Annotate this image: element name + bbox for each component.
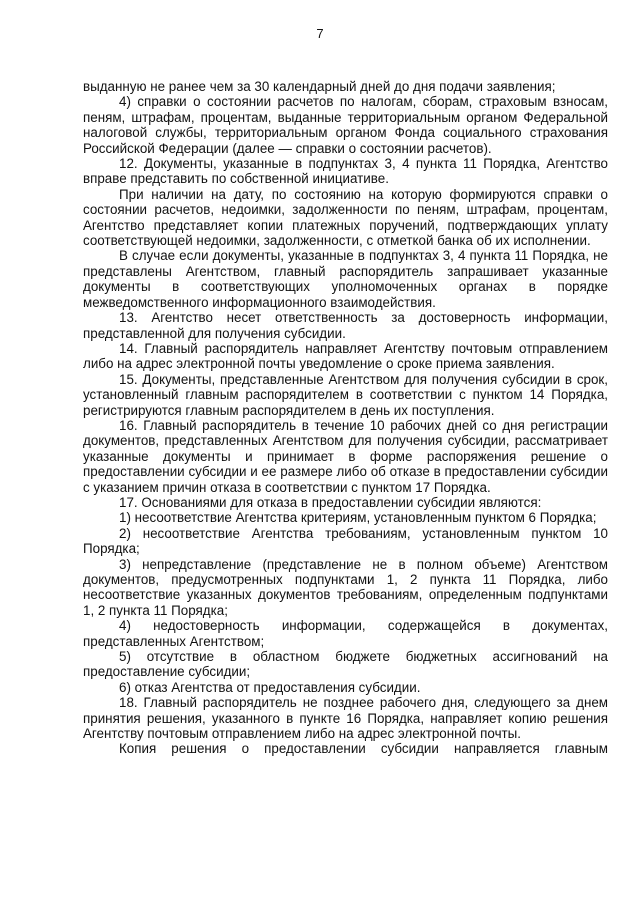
paragraph: 4) недостоверность информации, содержащейся в документах, представленных Агентством; bbox=[83, 618, 608, 649]
paragraph: 3) непредставление (представление не в полном объеме) Агентством документов, предусмотренных подпунктами 1, 2 пункта 11 Порядка, либо несоответствие указанных документов требованиям, определенным подпунктами 1, 2 пункта 11 Порядка; bbox=[83, 556, 608, 618]
paragraph: В случае если документы, указанные в подпунктах 3, 4 пункта 11 Порядка, не представлены Агентством, главный распорядитель запрашивает указанные документы в соответствующих уполномоченных органах в порядке межведомственного информационного взаимодействия. bbox=[83, 248, 608, 310]
paragraph: Копия решения о предоставлении субсидии направляется главным bbox=[119, 741, 608, 757]
paragraph: 14. Главный распорядитель направляет Агентству почтовым отправлением либо на адрес электронной почты уведомление о сроке приема заявления. bbox=[83, 340, 608, 372]
paragraph: 6) отказ Агентства от предоставления субсидии. bbox=[119, 679, 421, 695]
paragraph: При наличии на дату, по состоянию на которую формируются справки о состоянии расчетов, недоимки, задолженности по пеням, штрафам, процентам, Агентство представляет копии платежных поручений, подтверждающих уплату соответствующей недоимки, задолженности, с отметкой банка об их исполнении. bbox=[83, 186, 608, 249]
paragraph: 18. Главный распорядитель не позднее рабочего дня, следующего за днем принятия решения, указанного в пункте 16 Порядка, направляет копию решения Агентству почтовым отправлением либо на адрес электронной почты. bbox=[83, 695, 608, 742]
paragraph: 16. Главный распорядитель в течение 10 рабочих дней со дня регистрации документов, представленных Агентством для получения субсидии, рассматривает указанные документы и принимает в форме распоряжения решение о предоставлении субсидии и ее размере либо об отказе в предоставлении субсидии с указанием причин отказа в соответствии с пунктом 17 Порядка. bbox=[83, 417, 608, 495]
paragraph: 15. Документы, представленные Агентством для получения субсидии в срок, установленный главным распорядителем в соответствии с пунктом 14 Порядка, регистрируются главным распорядителем в день их поступления. bbox=[83, 371, 608, 418]
paragraph: выданную не ранее чем за 30 календарный дней до дня подачи заявления; bbox=[83, 79, 556, 94]
document-body bbox=[83, 79, 608, 757]
page-number: 7 bbox=[316, 26, 324, 41]
paragraph: 4) справки о состоянии расчетов по налогам, сборам, страховым взносам, пеням, штрафам, процентам, выданные территориальным органом Федеральной налоговой службы, территориальным органом Фонда социального страхования Российской Федерации (далее — справки о состоянии расчетов). bbox=[83, 94, 608, 156]
paragraph: 13. Агентство несет ответственность за достоверность информации, представленной для получения субсидии. bbox=[83, 310, 608, 341]
paragraph: 17. Основаниями для отказа в предоставлении субсидии являются: bbox=[119, 494, 542, 510]
paragraph: 1) несоответствие Агентства критериям, установленным пунктом 6 Порядка; bbox=[119, 510, 597, 526]
paragraph: 2) несоответствие Агентства требованиям, установленным пунктом 10 Порядка; bbox=[83, 525, 608, 557]
paragraph: 12. Документы, указанные в подпунктах 3, 4 пункта 11 Порядка, Агентство вправе представить по собственной инициативе. bbox=[83, 156, 608, 187]
paragraph: 5) отсутствие в областном бюджете бюджетных ассигнований на предоставление субсидии; bbox=[83, 649, 608, 680]
